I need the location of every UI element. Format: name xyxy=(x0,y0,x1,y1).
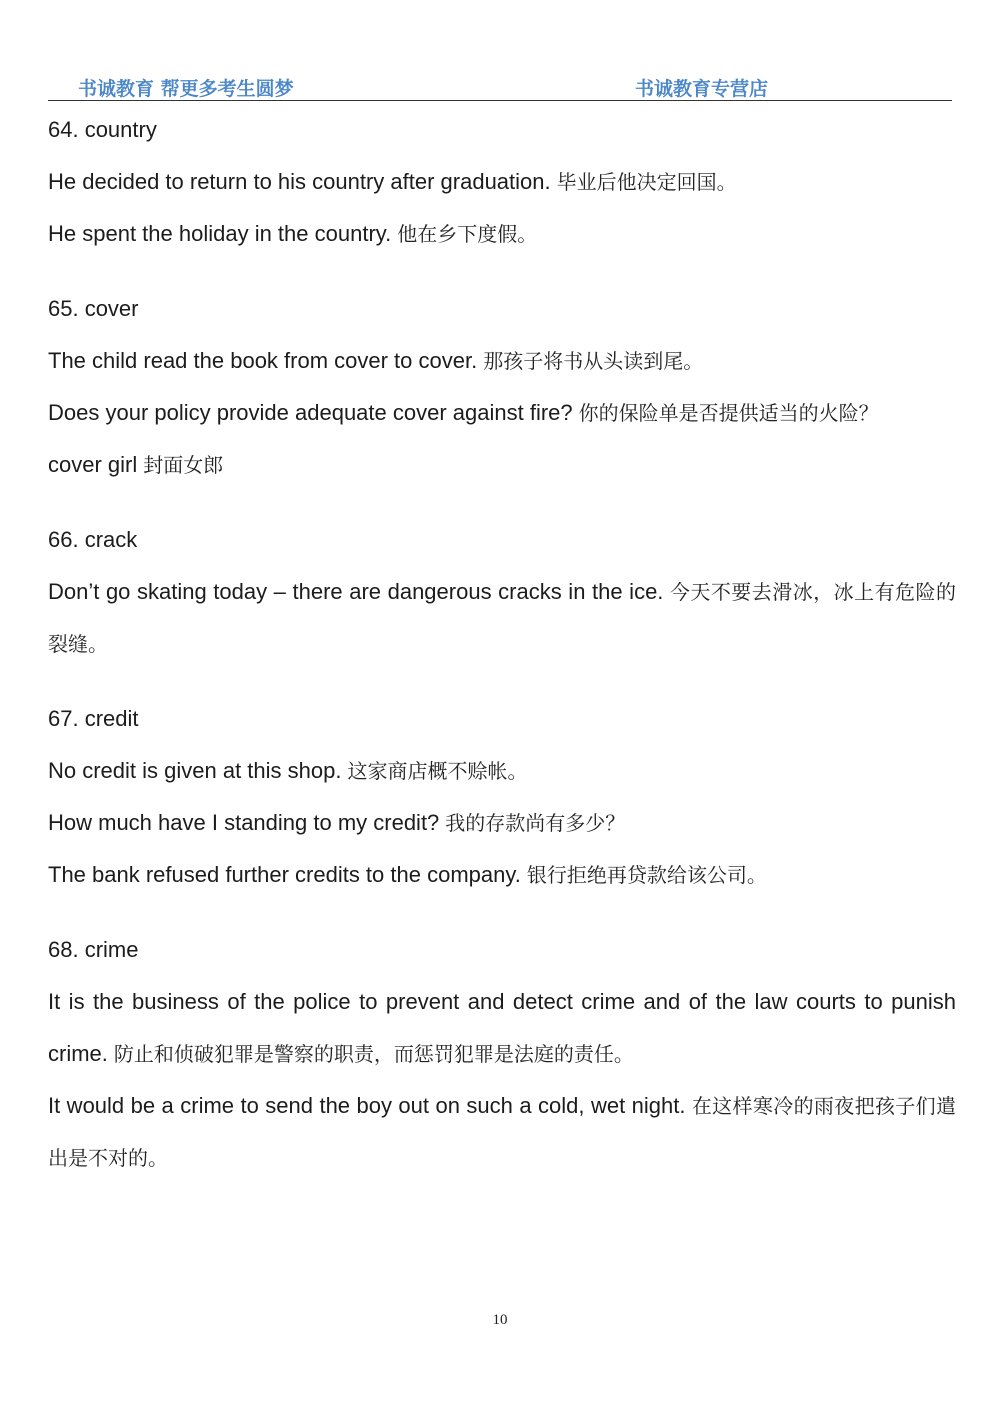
chinese-translation: 他在乡下度假。 xyxy=(397,222,538,246)
header-left-text: 书诚教育 帮更多考生圆梦 xyxy=(78,78,294,100)
header-right-text: 书诚教育专营店 xyxy=(635,78,769,100)
example-sentence xyxy=(48,208,956,260)
example-sentence xyxy=(48,566,956,670)
entry-cover xyxy=(48,283,956,491)
example-sentence xyxy=(48,745,956,797)
english-text: It is the business of the police to prevent and detect crime and of the law courts to punish crime. xyxy=(48,989,956,1066)
english-text: No credit is given at this shop. xyxy=(48,758,342,783)
chinese-translation: 这家商店概不赊帐。 xyxy=(347,759,528,783)
entry-crime xyxy=(48,924,956,1184)
headword: 64. country xyxy=(48,117,157,142)
chinese-translation: 今天不要去滑冰，冰上有危险的裂缝。 xyxy=(48,580,957,656)
example-sentence xyxy=(48,849,956,901)
chinese-translation: 你的保险单是否提供适当的火险？ xyxy=(578,401,879,425)
headword: 65. cover xyxy=(48,296,139,321)
vocabulary-content xyxy=(48,104,956,1184)
english-text: Does your policy provide adequate cover against fire? xyxy=(48,400,573,425)
example-sentence xyxy=(48,156,956,208)
english-text: cover girl xyxy=(48,452,138,477)
example-sentence xyxy=(48,335,956,387)
example-sentence xyxy=(48,976,956,1080)
entry-crack xyxy=(48,514,956,670)
example-sentence xyxy=(48,1080,956,1184)
headword: 67. credit xyxy=(48,706,139,731)
entry-credit xyxy=(48,693,956,901)
english-text: How much have I standing to my credit? xyxy=(48,810,440,835)
page-header xyxy=(48,70,952,101)
chinese-translation: 在这样寒冷的雨夜把孩子们遣出是不对的。 xyxy=(48,1094,957,1170)
english-text: The bank refused further credits to the company. xyxy=(48,862,521,887)
english-text: It would be a crime to send the boy out on such a cold, wet night. xyxy=(48,1093,686,1118)
example-sentence xyxy=(48,387,956,439)
example-sentence xyxy=(48,439,956,491)
chinese-translation: 封面女郎 xyxy=(143,453,224,477)
chinese-translation: 那孩子将书从头读到尾。 xyxy=(483,349,704,373)
english-text: He decided to return to his country after graduation. xyxy=(48,169,551,194)
chinese-translation: 我的存款尚有多少？ xyxy=(445,811,626,835)
page-number: 10 xyxy=(492,1312,508,1328)
chinese-translation: 防止和侦破犯罪是警察的职责，而惩罚犯罪是法庭的责任。 xyxy=(113,1042,634,1066)
example-sentence xyxy=(48,797,956,849)
english-text: The child read the book from cover to cover. xyxy=(48,348,478,373)
headword: 66. crack xyxy=(48,527,138,552)
entry-country xyxy=(48,104,956,260)
english-text: Don’t go skating today – there are dangerous cracks in the ice. xyxy=(48,579,664,604)
headword: 68. crime xyxy=(48,937,139,962)
chinese-translation: 毕业后他决定回国。 xyxy=(556,170,737,194)
chinese-translation: 银行拒绝再贷款给该公司。 xyxy=(526,863,767,887)
english-text: He spent the holiday in the country. xyxy=(48,221,392,246)
